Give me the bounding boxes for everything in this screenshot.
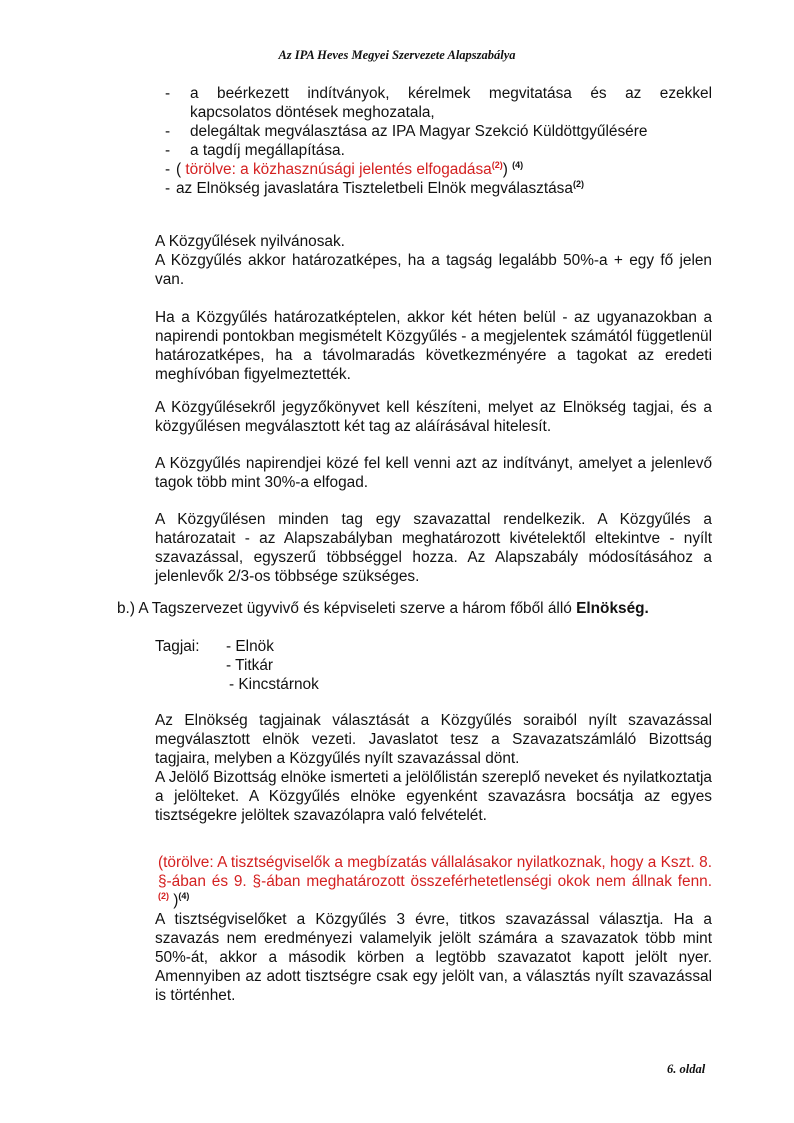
open-paren: (: [176, 161, 186, 178]
list-item-deleted: [165, 160, 712, 179]
section-b-bold: Elnökség.: [576, 600, 649, 617]
paragraph-quorum-repeat: [155, 308, 712, 384]
footnote-ref: (2): [572, 179, 584, 189]
list-dash: -: [165, 85, 171, 102]
paragraph-deleted-incompatibility: [158, 853, 712, 910]
member-item: - Titkár: [226, 657, 274, 674]
list-item: [165, 122, 712, 141]
page-header-title: Az IPA Heves Megyei Szervezete Alapszabálya: [278, 48, 516, 62]
paragraph-text: A tisztségviselőket a Közgyűlés 3 évre, titkos szavazással választja. Ha a szavazás nem eredményezi valamelyik jelölt számára a szavazatok több mint 50%-át, akkor a második körben a legtöbb szavazatot kapott jelölt nyer. Amennyiben az adott tisztségre csak egy jelölt van, a választás nyílt szavazással is történhet.: [155, 911, 712, 1004]
list-dash: -: [165, 123, 171, 140]
list-item: [165, 179, 712, 198]
paragraph-text: Az Elnökség tagjainak választását a Közgyűlés soraiból nyílt szavazással megválasztott elnök vezeti. Javaslatot tesz a Szavazatszámláló Bizottság tagjaira, melyben a Közgyűlés nyílt szavazással dönt.: [155, 712, 712, 767]
list-dash: -: [165, 180, 171, 197]
paragraph-board-election: [155, 711, 712, 768]
list-item: [165, 141, 712, 160]
list-dash: -: [165, 142, 171, 159]
paragraph-text: A Közgyűlés akkor határozatképes, ha a tagság legalább 50%-a + egy fő jelen van.: [155, 252, 712, 288]
list-item-text-line: a beérkezett indítványok, kérelmek megvitatása és az ezekkel: [190, 85, 712, 102]
paragraph-agenda: [155, 454, 712, 492]
footnote-ref: (4): [512, 160, 524, 170]
member-item: - Kincstárnok: [229, 676, 319, 693]
member-item: - Elnök: [226, 638, 274, 655]
page-number: 6. oldal: [667, 1062, 706, 1076]
paragraph-text: A Közgyűlésen minden tag egy szavazattal rendelkezik. A Közgyűlés a határozatait - az Alapszabályban meghatározott kivételektől eltekintve - nyílt szavazással, egyszerű többséggel hozza. Az Alapszabály módosításához a jelenlevők 2/3-os többsége szükséges.: [155, 511, 712, 585]
deleted-text: törölve: A tisztségviselők a megbízatás vállalásakor nyilatkoznak, hogy a Kszt. 8. §-ában és 9. §-ában meghatározott összeférhetetlenségi okok nem állnak fenn.: [158, 854, 712, 890]
paragraph-line: A Közgyűlések nyilvánosak.: [155, 233, 345, 250]
paragraph-voting: [155, 510, 712, 586]
footnote-ref: (2): [158, 891, 169, 901]
members-label: Tagjai:: [155, 638, 200, 655]
list-dash: -: [165, 161, 171, 178]
section-b-heading: [117, 599, 717, 618]
paragraph-public-meetings: [155, 232, 712, 289]
paragraph-nomination: [155, 768, 712, 825]
paragraph-minutes: [155, 398, 712, 436]
deleted-close-paren: ): [173, 892, 179, 909]
deleted-open-paren: (: [158, 854, 164, 871]
deleted-text: törölve: a közhasznúsági jelentés elfogadása: [185, 161, 492, 178]
paragraph-text: A Közgyűlésekről jegyzőkönyvet kell készíteni, melyet az Elnökség tagjai, és a közgyűlésen megválasztott két tag az aláírásával hitelesít.: [155, 399, 712, 435]
list-item-text: a tagdíj megállapítása.: [190, 142, 345, 159]
paragraph-text: Ha a Közgyűlés határozatképtelen, akkor két héten belül - az ugyanazokban a napirendi pontokban megismételt Közgyűlés - a megjelentek számától függetlenül határozatképes, ha a távolmaradás következményére a tagokat az eredeti meghívóban figyelmeztették.: [155, 309, 712, 383]
list-item-text: az Elnökség javaslatára Tiszteletbeli Elnök megválasztása: [176, 180, 573, 197]
close-paren: ): [502, 161, 508, 178]
section-b-text: b.) A Tagszervezet ügyvivő és képviseleti szerve a három főből álló: [117, 600, 577, 617]
paragraph-text: A Közgyűlés napirendjei közé fel kell venni azt az indítványt, amelyet a jelenlevő tagok több mint 30%-a elfogad.: [155, 455, 712, 491]
list-item-text-line: kapcsolatos döntések meghozatala,: [190, 104, 435, 121]
list-item-text: delegáltak megválasztása az IPA Magyar Szekció Küldöttgyűlésére: [190, 123, 648, 140]
members-list: [226, 637, 319, 694]
paragraph-officer-election: [155, 910, 712, 1005]
paragraph-text: A Jelölő Bizottság elnöke ismerteti a jelölőlistán szereplő neveket és nyilatkoztatja a jelölteket. A Közgyűlés elnöke egyenként szavazásra bocsátja az egyes tisztségekre jelöltek szavazólapra való felvételét.: [155, 769, 712, 824]
general-assembly-duties-list: [165, 84, 712, 198]
footnote-ref: (2): [491, 160, 503, 170]
footnote-ref: (4): [178, 891, 190, 901]
list-item: [165, 84, 712, 122]
